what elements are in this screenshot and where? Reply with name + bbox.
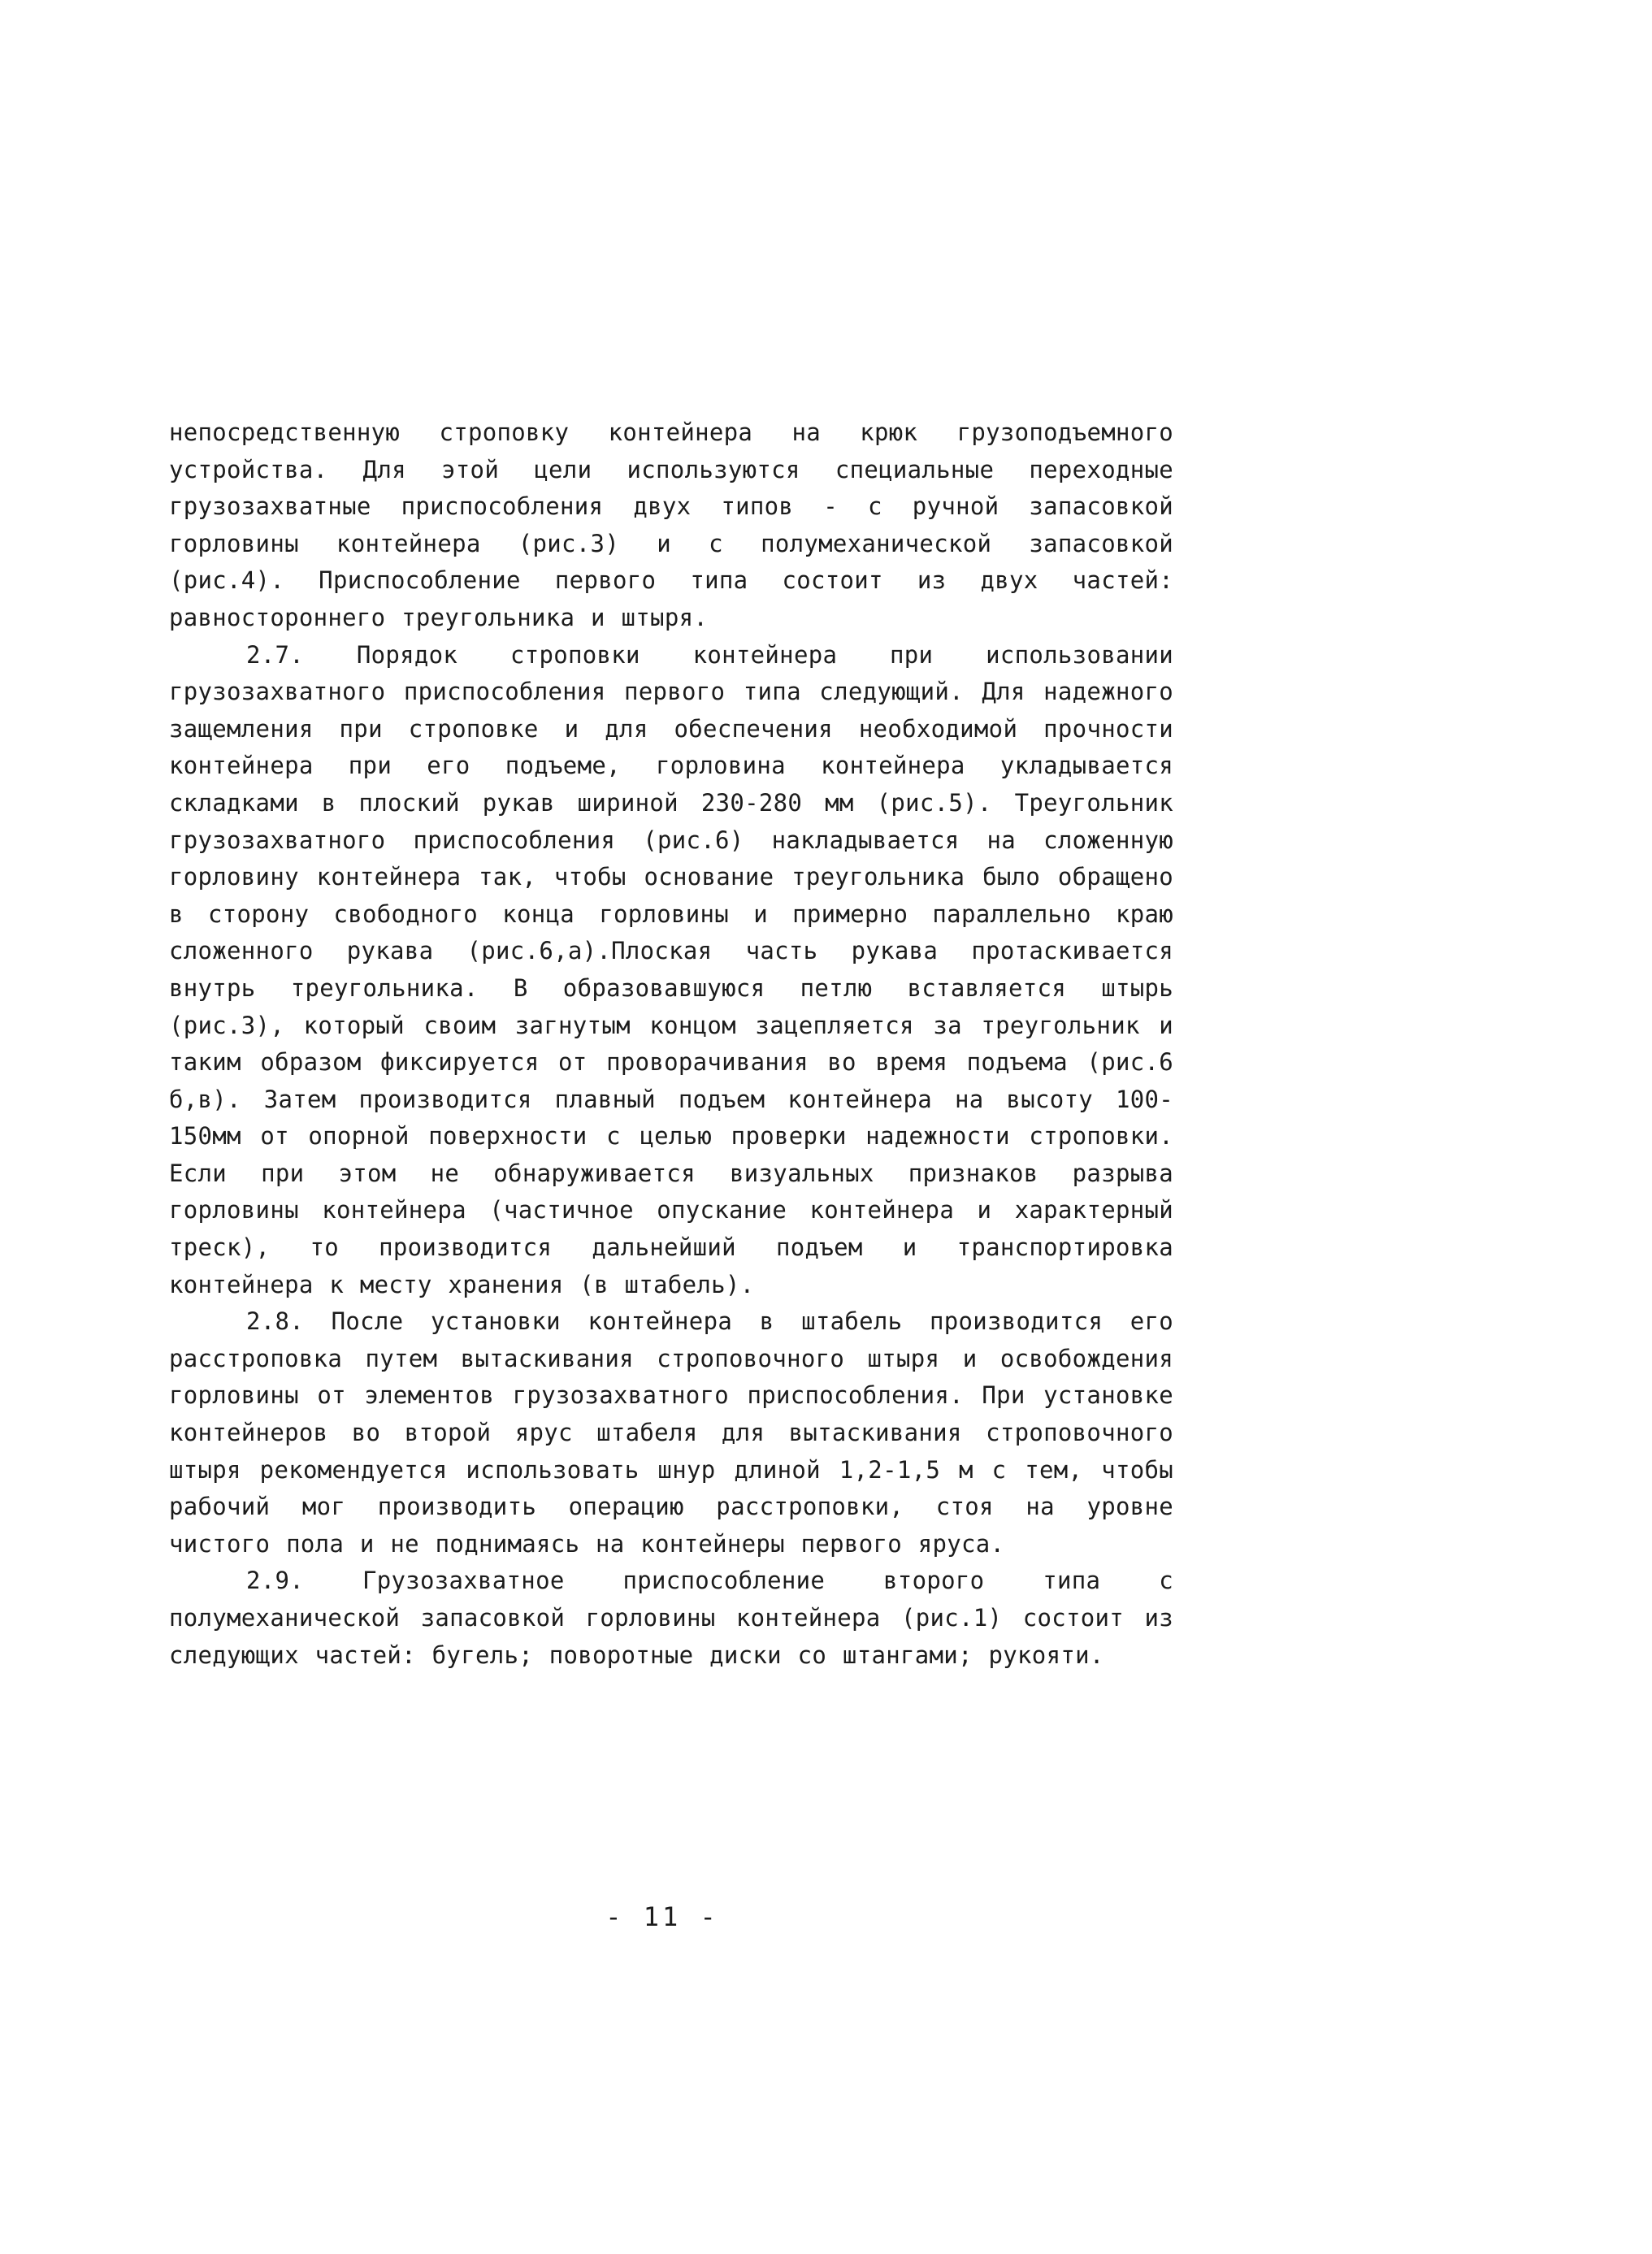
body-text bbox=[169, 414, 1173, 1674]
paragraph-1: непосредственную строповку контейнера на крюк грузоподъемного устройства. Для этой цели используются специальные переходные грузозахватные приспособления двух типов - с ручной запасовкой горловины контейнера (рис.3) и с полумеханической запасовкой (рис.4). Приспособление первого типа состоит из двух частей: равностороннего треугольника и штыря. bbox=[169, 418, 1173, 631]
paragraph-2-9: 2.9. Грузозахватное приспособление второго типа с полумеханической запасовкой горловины контейнера (рис.1) состоит из следующих частей: бугель; поворотные диски со штангами; рукояти. bbox=[169, 1567, 1173, 1669]
paragraph-2-7: 2.7. Порядок строповки контейнера при использовании грузозахватного приспособления первого типа следующий. Для надежного защемления при строповке и для обеспечения необходимой прочности контейнера при его подъеме, горловина контейнера укладывается складками в плоский рукав шириной 230-280 мм (рис.5). Треугольник грузозахватного приспособления (рис.6) накладывается на сложенную горловину контейнера так, чтобы основание треугольника было обращено в сторону свободного конца горловины и примерно параллельно краю сложенного рукава (рис.6,а).Плоская часть рукава протаскивается внутрь треугольника. В образовавшуюся петлю вставляется штырь (рис.3), который своим загнутым концом зацепляется за треугольник и таким образом фиксируется от проворачивания во время подъема (рис.6 б,в). Затем производится плавный подъем контейнера на высоту 100-150мм от опорной поверхности с целью проверки надежности строповки. Если при этом не обнаруживается визуальных признаков разрыва горловины контейнера (частичное опускание контейнера и характерный треск), то производится дальнейший подъем и транспортировка контейнера к месту хранения (в штабель). bbox=[169, 640, 1173, 1298]
page-number: - 11 - bbox=[605, 1901, 719, 1932]
paragraph-2-8: 2.8. После установки контейнера в штабель производится его расстроповка путем вытаскивания строповочного штыря и освобождения горловины от элементов грузозахватного приспособления. При установке контейнеров во второй ярус штабеля для вытаскивания строповочного штыря рекомендуется использовать шнур длиной 1,2-1,5 м с тем, чтобы рабочий мог производить операцию расстроповки, стоя на уровне чистого пола и не поднимаясь на контейнеры первого яруса. bbox=[169, 1307, 1173, 1558]
